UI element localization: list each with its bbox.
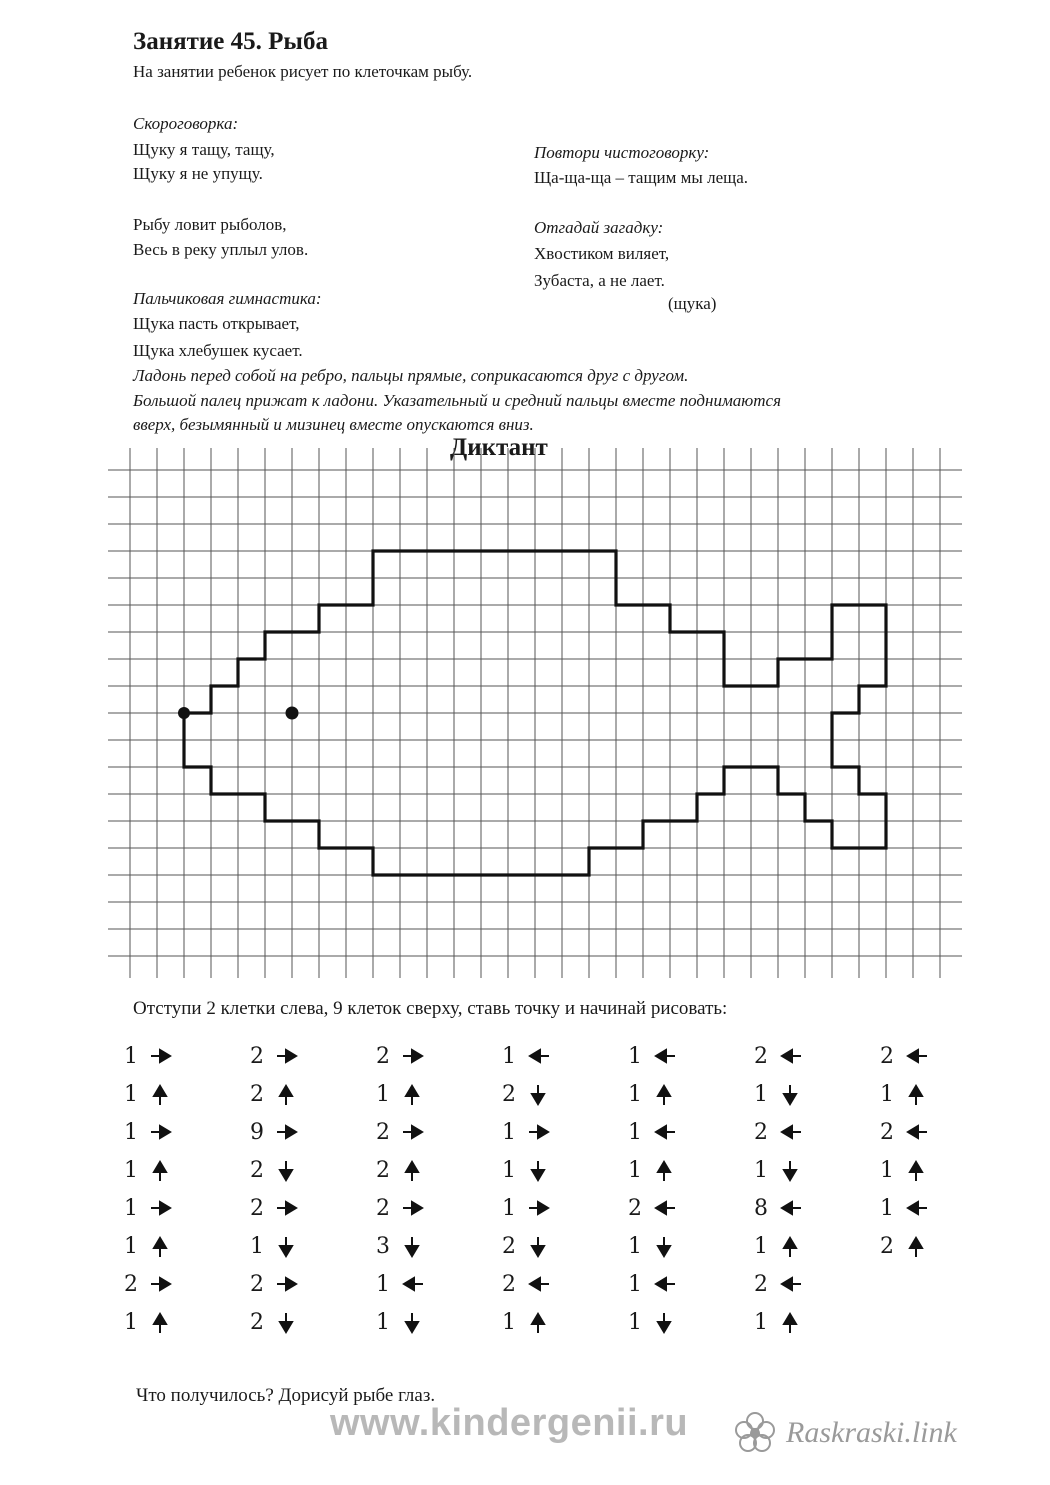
arrow-down-icon xyxy=(528,1236,550,1258)
finger-gym-instruction: вверх, безымянный и мизинец вместе опускаются вниз. xyxy=(133,415,534,434)
fish-eye xyxy=(286,707,299,720)
step-count: 1 xyxy=(124,1044,138,1069)
arrow-up-icon xyxy=(780,1312,802,1334)
dictation-step xyxy=(502,1158,550,1183)
step-count: 1 xyxy=(628,1272,642,1297)
finger-gym-instruction: Ладонь перед собой на ребро, пальцы прямые, соприкасаются друг с другом. xyxy=(133,366,689,385)
dictation-step xyxy=(628,1120,676,1145)
step-count: 2 xyxy=(250,1082,264,1107)
step-count: 1 xyxy=(502,1158,516,1183)
finger-gym-instruction: Большой палец прижат к ладони. Указательный и средний пальцы вместе поднимаются xyxy=(133,391,782,410)
dictation-step xyxy=(124,1044,172,1069)
dictation-step xyxy=(628,1158,676,1183)
finger-gym-line: Щука пасть открывает, xyxy=(133,314,300,333)
step-count: 1 xyxy=(754,1158,768,1183)
step-count: 2 xyxy=(250,1196,264,1221)
arrow-right-icon xyxy=(402,1122,424,1144)
dictation-step xyxy=(250,1044,298,1069)
arrow-up-icon xyxy=(402,1084,424,1106)
arrow-right-icon xyxy=(528,1122,550,1144)
step-count: 1 xyxy=(124,1120,138,1145)
step-count: 2 xyxy=(880,1044,894,1069)
dictation-step xyxy=(376,1196,424,1221)
arrow-down-icon xyxy=(780,1160,802,1182)
step-count: 1 xyxy=(628,1234,642,1259)
dictation-step xyxy=(880,1234,928,1259)
dictation-step xyxy=(754,1272,802,1297)
arrow-left-icon xyxy=(654,1274,676,1296)
dictation-step xyxy=(502,1272,550,1297)
arrow-down-icon xyxy=(276,1236,298,1258)
riddle-line: Зубаста, а не лает. xyxy=(534,271,665,290)
rhyme-line: Рыбу ловит рыболов, xyxy=(133,215,287,234)
step-count: 2 xyxy=(250,1158,264,1183)
arrow-right-icon xyxy=(276,1198,298,1220)
step-count: 2 xyxy=(880,1234,894,1259)
arrow-up-icon xyxy=(150,1084,172,1106)
dictation-step xyxy=(124,1196,172,1221)
step-count: 1 xyxy=(754,1082,768,1107)
watermark-site: www.kindergenii.ru xyxy=(330,1402,689,1444)
lesson-subtitle: На занятии ребенок рисует по клеточкам рыбу. xyxy=(133,62,473,81)
arrow-right-icon xyxy=(402,1046,424,1068)
dictation-step xyxy=(880,1158,928,1183)
arrow-right-icon xyxy=(276,1122,298,1144)
step-count: 1 xyxy=(124,1082,138,1107)
step-count: 1 xyxy=(376,1310,390,1335)
dictation-step xyxy=(502,1120,550,1145)
step-count: 1 xyxy=(628,1082,642,1107)
tongue-twister-line: Щуку я тащу, тащу, xyxy=(133,140,275,159)
step-count: 2 xyxy=(376,1044,390,1069)
arrow-down-icon xyxy=(654,1312,676,1334)
dictation-title: Диктант xyxy=(450,434,548,461)
arrow-down-icon xyxy=(276,1312,298,1334)
step-count: 1 xyxy=(628,1310,642,1335)
dictation-step xyxy=(376,1158,424,1183)
dictation-step xyxy=(502,1234,550,1259)
step-count: 2 xyxy=(502,1082,516,1107)
step-count: 2 xyxy=(376,1196,390,1221)
dictation-step xyxy=(754,1234,802,1259)
step-count: 1 xyxy=(754,1234,768,1259)
arrow-left-icon xyxy=(654,1198,676,1220)
arrow-up-icon xyxy=(528,1312,550,1334)
riddle-line: Хвостиком виляет, xyxy=(534,244,670,263)
arrow-down-icon xyxy=(528,1160,550,1182)
step-count: 1 xyxy=(124,1196,138,1221)
step-count: 1 xyxy=(880,1082,894,1107)
dictation-step xyxy=(754,1044,802,1069)
step-count: 2 xyxy=(502,1234,516,1259)
step-count: 3 xyxy=(376,1234,390,1259)
dictation-step xyxy=(124,1158,172,1183)
clean-phrase-text: Ща-ща-ща – тащим мы леща. xyxy=(534,168,749,187)
step-count: 1 xyxy=(754,1310,768,1335)
arrow-right-icon xyxy=(528,1198,550,1220)
flower-icon xyxy=(732,1410,778,1456)
step-count: 2 xyxy=(250,1272,264,1297)
arrow-right-icon xyxy=(402,1198,424,1220)
tongue-twister-heading: Скороговорка: xyxy=(133,114,239,133)
dictation-step xyxy=(502,1082,550,1107)
dictation-step xyxy=(124,1120,172,1145)
dictation-step xyxy=(124,1234,172,1259)
step-count: 1 xyxy=(250,1234,264,1259)
riddle-answer: (щука) xyxy=(668,294,717,313)
arrow-right-icon xyxy=(150,1198,172,1220)
dictation-step xyxy=(250,1158,298,1183)
step-count: 2 xyxy=(124,1272,138,1297)
step-count: 9 xyxy=(250,1120,264,1145)
arrow-up-icon xyxy=(402,1160,424,1182)
riddle-heading: Отгадай загадку: xyxy=(534,218,664,237)
lesson-title: Занятие 45. Рыба xyxy=(133,28,328,55)
arrow-left-icon xyxy=(780,1198,802,1220)
arrow-right-icon xyxy=(150,1274,172,1296)
step-count: 2 xyxy=(250,1310,264,1335)
dictation-step xyxy=(376,1234,424,1259)
step-count: 1 xyxy=(628,1120,642,1145)
step-count: 2 xyxy=(754,1120,768,1145)
dictation-step xyxy=(628,1044,676,1069)
arrow-up-icon xyxy=(654,1084,676,1106)
arrow-left-icon xyxy=(528,1274,550,1296)
dictation-step xyxy=(124,1310,172,1335)
step-count: 1 xyxy=(502,1310,516,1335)
step-count: 1 xyxy=(502,1196,516,1221)
arrow-left-icon xyxy=(780,1046,802,1068)
arrow-up-icon xyxy=(906,1084,928,1106)
arrow-right-icon xyxy=(276,1274,298,1296)
arrow-up-icon xyxy=(276,1084,298,1106)
dictation-step xyxy=(376,1044,424,1069)
dictation-step xyxy=(376,1082,424,1107)
arrow-up-icon xyxy=(906,1160,928,1182)
step-count: 8 xyxy=(754,1196,768,1221)
arrow-down-icon xyxy=(402,1236,424,1258)
rhyme-line: Весь в реку уплыл улов. xyxy=(133,240,309,259)
step-count: 1 xyxy=(880,1158,894,1183)
step-count: 1 xyxy=(880,1196,894,1221)
arrow-left-icon xyxy=(780,1122,802,1144)
step-count: 2 xyxy=(880,1120,894,1145)
arrow-left-icon xyxy=(780,1274,802,1296)
arrow-down-icon xyxy=(528,1084,550,1106)
dictation-step xyxy=(754,1120,802,1145)
step-count: 2 xyxy=(502,1272,516,1297)
dictation-step xyxy=(124,1082,172,1107)
step-count: 1 xyxy=(124,1310,138,1335)
dictation-step xyxy=(250,1082,298,1107)
step-count: 1 xyxy=(124,1234,138,1259)
dictation-step xyxy=(250,1234,298,1259)
dictation-step xyxy=(754,1196,802,1221)
step-count: 1 xyxy=(628,1158,642,1183)
finger-gym-heading: Пальчиковая гимнастика: xyxy=(133,289,322,308)
dictation-step xyxy=(628,1234,676,1259)
step-count: 2 xyxy=(754,1272,768,1297)
tongue-twister-line: Щуку я не упущу. xyxy=(133,164,263,183)
dictation-step xyxy=(880,1120,928,1145)
dictation-step xyxy=(124,1272,172,1297)
arrow-left-icon xyxy=(906,1122,928,1144)
arrow-down-icon xyxy=(780,1084,802,1106)
dictation-step xyxy=(250,1272,298,1297)
watermark-brand: Raskraski.link xyxy=(786,1416,957,1449)
arrow-up-icon xyxy=(150,1236,172,1258)
arrow-right-icon xyxy=(150,1046,172,1068)
dictation-step xyxy=(250,1120,298,1145)
arrow-up-icon xyxy=(150,1312,172,1334)
step-count: 1 xyxy=(502,1044,516,1069)
start-dot xyxy=(178,707,190,719)
step-count: 2 xyxy=(754,1044,768,1069)
dictation-step xyxy=(880,1082,928,1107)
dictation-step xyxy=(376,1272,424,1297)
arrow-up-icon xyxy=(906,1236,928,1258)
dictation-step xyxy=(502,1196,550,1221)
arrow-left-icon xyxy=(402,1274,424,1296)
dictation-step xyxy=(880,1196,928,1221)
dictation-step xyxy=(754,1082,802,1107)
arrow-down-icon xyxy=(276,1160,298,1182)
step-count: 1 xyxy=(124,1158,138,1183)
dictation-step xyxy=(502,1310,550,1335)
dictation-step xyxy=(376,1310,424,1335)
step-count: 1 xyxy=(502,1120,516,1145)
arrow-right-icon xyxy=(276,1046,298,1068)
dictation-step xyxy=(628,1310,676,1335)
dictation-instruction: Отступи 2 клетки слева, 9 клеток сверху, ставь точку и начинай рисовать: xyxy=(133,998,728,1019)
dictation-step xyxy=(628,1272,676,1297)
step-count: 1 xyxy=(376,1082,390,1107)
arrow-left-icon xyxy=(528,1046,550,1068)
step-count: 2 xyxy=(376,1158,390,1183)
dictation-step xyxy=(880,1044,928,1069)
step-count: 1 xyxy=(628,1044,642,1069)
clean-phrase-heading: Повтори чистоговорку: xyxy=(534,143,710,162)
dictation-step xyxy=(754,1158,802,1183)
closing-text: Что получилось? Дорисуй рыбе глаз. xyxy=(136,1385,436,1406)
dictation-step xyxy=(628,1196,676,1221)
arrow-left-icon xyxy=(906,1198,928,1220)
arrow-down-icon xyxy=(654,1236,676,1258)
arrow-up-icon xyxy=(654,1160,676,1182)
arrow-up-icon xyxy=(150,1160,172,1182)
arrow-left-icon xyxy=(654,1046,676,1068)
arrow-up-icon xyxy=(780,1236,802,1258)
step-count: 1 xyxy=(376,1272,390,1297)
step-count: 2 xyxy=(376,1120,390,1145)
step-count: 2 xyxy=(628,1196,642,1221)
dictation-step xyxy=(754,1310,802,1335)
finger-gym-line: Щука хлебушек кусает. xyxy=(133,341,303,360)
arrow-left-icon xyxy=(654,1122,676,1144)
dictation-step xyxy=(502,1044,550,1069)
step-count: 2 xyxy=(250,1044,264,1069)
dictation-step xyxy=(628,1082,676,1107)
arrow-left-icon xyxy=(906,1046,928,1068)
dictation-step xyxy=(250,1196,298,1221)
arrow-down-icon xyxy=(402,1312,424,1334)
dictation-step xyxy=(376,1120,424,1145)
dictation-step xyxy=(250,1310,298,1335)
arrow-right-icon xyxy=(150,1122,172,1144)
